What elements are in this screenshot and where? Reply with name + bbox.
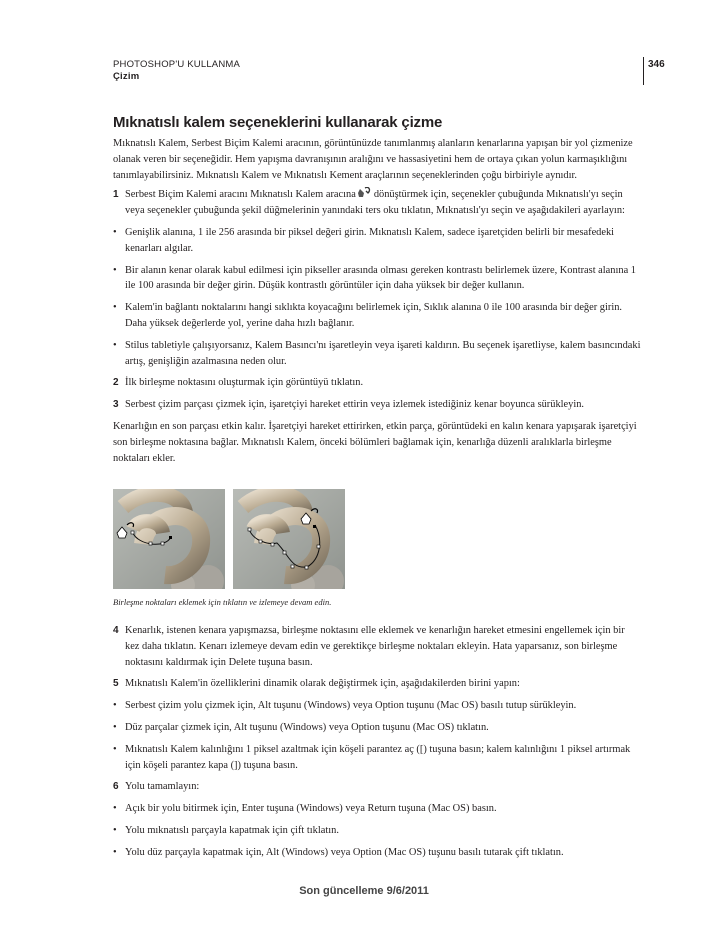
bullet-item xyxy=(113,698,641,714)
bullet-item xyxy=(113,225,641,257)
figure-after xyxy=(233,489,345,589)
item-text: Yolu düz parçayla kapatmak için, Alt (Windows) veya Option (Mac OS) tuşunu basılı tutarak çift tıklatın. xyxy=(125,846,564,858)
numbered-step xyxy=(113,397,641,413)
numbered-step xyxy=(113,623,641,670)
figure-illustrations xyxy=(113,489,493,589)
bullet-item xyxy=(113,845,641,861)
bullet-item xyxy=(113,300,641,332)
numbered-step xyxy=(113,779,641,795)
item-text: Serbest çizim yolu çizmek için, Alt tuşunu (Windows) veya Option tuşunu (Mac OS) basılı tutup sürükleyin. xyxy=(125,700,577,712)
step-number: 2 xyxy=(113,377,119,389)
numbered-step xyxy=(113,676,641,692)
bullet-marker: • xyxy=(113,743,117,755)
item-text: Kalem'in bağlantı noktalarını hangi sıklıkta koyacağını belirlemek için, Sıklık alanına 0 ile 100 arasında bir değer girin. Daha yüksek değerlerde yol, yerine daha hızlı bağlanır. xyxy=(125,302,623,329)
bullet-marker: • xyxy=(113,339,117,351)
intro-paragraph: Mıknatıslı Kalem, Serbest Biçim Kalemi aracının, görüntünüzde tanımlanmış alanların kenarlarına yapışan bir yol çizmenize olanak veren bir seçeneğidir. Hem yapışma davranışının aralığını ve hassasiyetini hem de ortaya çıkan yolun karmaşıklığını tanımlayabilirsiniz. Mıknatıslı Kalem ve Mıknatıslı Kement araçlarının seçeneklerinden çoğu birbiriyle aynıdır. xyxy=(113,138,633,181)
figure-before xyxy=(113,489,225,589)
bullet-item xyxy=(113,801,641,817)
item-text: Açık bir yolu bitirmek için, Enter tuşuna (Windows) veya Return tuşuna (Mac OS) basın. xyxy=(125,803,497,815)
item-text: İlk birleşme noktasını oluşturmak için görüntüyü tıklatın. xyxy=(125,377,364,389)
header-section: Çizim xyxy=(113,71,140,82)
bullet-marker: • xyxy=(113,264,117,276)
body-bottom xyxy=(113,623,641,867)
bullet-item xyxy=(113,823,641,839)
step-number: 4 xyxy=(113,625,119,636)
item-text: Yolu tamamlayın: xyxy=(125,781,200,793)
steps-list-2 xyxy=(113,623,641,861)
item-text: Yolu mıknatıslı parçayla kapatmak için çift tıklatın. xyxy=(125,824,339,836)
body-top xyxy=(113,136,641,470)
step-number: 6 xyxy=(113,781,119,793)
bullet-marker: • xyxy=(113,803,117,815)
paragraph-2: Kenarlığın en son parçası etkin kalır. İşaretçiyi hareket ettirirken, etkin parça, görüntüdeki en kalın kenara yapışarak işaretçiyi son birleşme noktasına bağlar. Mıknatıslı Kalem, önceki bölümleri bağlamak için, kenarlığa düzenli aralıklarla birleşme noktaları ekler. xyxy=(113,420,637,464)
footer-date: Son güncelleme 9/6/2011 xyxy=(299,885,429,897)
numbered-step xyxy=(113,187,641,219)
running-header xyxy=(113,59,240,83)
page-number: 346 xyxy=(648,59,665,70)
item-text: Mıknatıslı Kalem kalınlığını 1 piksel azaltmak için köşeli parantez aç ([) tuşuna basın; kalem kalınlığını 1 piksel artırmak için köşeli parantez kapa (]) tuşuna basın. xyxy=(125,743,631,771)
bullet-marker: • xyxy=(113,721,117,733)
item-text: Stilus tabletiyle çalışıyorsanız, Kalem Basıncı'nı işaretleyin veya işareti kaldırın. Bu seçenek işaretliyse, kalem basıncındaki artış, genişliğin azalmasına neden olur. xyxy=(125,339,641,367)
bullet-item xyxy=(113,338,641,370)
bullet-item xyxy=(113,742,641,774)
bullet-marker: • xyxy=(113,700,117,712)
section-heading: Mıknatıslı kalem seçeneklerini kullanarak çizme xyxy=(113,114,443,131)
header-divider xyxy=(643,57,644,85)
bullet-marker: • xyxy=(113,302,117,314)
item-text: Düz parçalar çizmek için, Alt tuşunu (Windows) veya Option tuşunu (Mac OS) tıklatın. xyxy=(125,721,489,733)
bullet-item xyxy=(113,263,641,295)
item-text: Kenarlık, istenen kenara yapışmazsa, birleşme noktasını elle eklemek ve kenarlığın hareket etmesini engellemek için bir kez daha tıklatın. Kenarı izlemeye devam edin ve gerektikçe birleşme noktaları ekleyin. Hata yaparsanız, son birleşme noktasını kaldırmak için Delete tuşuna basın. xyxy=(125,625,625,668)
item-text: Bir alanın kenar olarak kabul edilmesi için pikseller arasında olması gereken kontrastı belirlemek üzere, Kontrast alanına 1 ile 100 arasında bir değer girin. Düşük kontrastlı görüntüler için daha yüksek bir değer kullanın. xyxy=(125,264,636,292)
step-number: 1 xyxy=(113,189,119,201)
bullet-item xyxy=(113,720,641,736)
item-text: Serbest çizim parçası çizmek için, işaretçiyi hareket ettirin veya izlemek istediğiniz kenar boyunca sürükleyin. xyxy=(125,399,585,411)
item-text: Genişlik alanına, 1 ile 256 arasında bir piksel değeri girin. Mıknatıslı Kalem, sadece işaretçiden belirli bir mesafedeki kenarları algılar. xyxy=(125,226,615,254)
bullet-marker: • xyxy=(113,846,117,858)
header-title: PHOTOSHOP'U KULLANMA xyxy=(113,59,241,70)
bullet-marker: • xyxy=(113,226,117,238)
step-number: 3 xyxy=(113,399,119,411)
steps-list-1 xyxy=(113,187,641,413)
step-text: dönüştürmek için, seçenekler çubuğunda Mıknatıslı'yı seçin veya seçenekler çubuğunda şekil düğmelerinin yanındaki ters oku tıklatın, Mıknatıslı'yı seçin ve aşağıdakileri ayarlayın: xyxy=(125,189,625,217)
bullet-marker: • xyxy=(113,824,117,836)
figure-caption: Birleşme noktaları eklemek için tıklatın ve izlemeye devam edin. xyxy=(113,597,332,607)
magnetic-pen-icon xyxy=(358,187,372,199)
numbered-step xyxy=(113,375,641,391)
step-number: 5 xyxy=(113,678,119,690)
step-text: Serbest Biçim Kalemi aracını Mıknatıslı Kalem aracına xyxy=(125,189,356,201)
item-text: Mıknatıslı Kalem'in özelliklerini dinamik olarak değiştirmek için, aşağıdakilerden birini yapın: xyxy=(125,678,520,690)
